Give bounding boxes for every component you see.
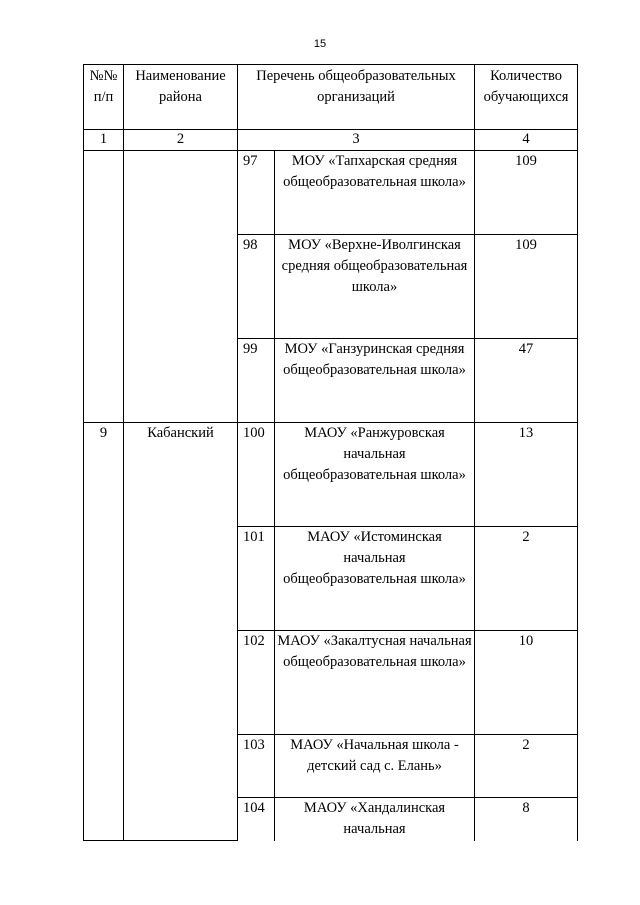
header-district: Наименование района [124,65,238,130]
org-number-cell: 97 [238,151,275,235]
org-name-cell: МОУ «Тапхарская средняя общеобразовательная школа» [275,151,475,235]
column-index-cell: 2 [124,130,238,151]
org-name-cell: МАОУ «Начальная школа - детский сад с. Елань» [275,735,475,798]
students-cell: 10 [475,631,578,735]
district-cell: Кабанский [124,423,238,841]
org-name-cell: МАОУ «Истоминская начальная общеобразовательная школа» [275,527,475,631]
column-index-cell: 4 [475,130,578,151]
column-index-row [84,130,578,151]
org-number-cell: 102 [238,631,275,735]
row-number-cell: 9 [84,423,124,841]
org-name-cell: МОУ «Верхне-Иволгинская средняя общеобразовательная школа» [275,235,475,339]
table-row [84,151,578,235]
org-number-cell: 100 [238,423,275,527]
org-name-cell: МАОУ «Хандалинская начальная [275,798,475,841]
header-num: №№ п/п [84,65,124,130]
org-number-cell: 101 [238,527,275,631]
students-cell: 47 [475,339,578,423]
row-number-cell [84,151,124,423]
column-index-cell: 1 [84,130,124,151]
org-number-cell: 103 [238,735,275,798]
column-index-cell: 3 [238,130,475,151]
table-header-row [84,65,578,130]
district-cell [124,151,238,423]
students-cell: 109 [475,151,578,235]
org-number-cell: 98 [238,235,275,339]
page-number: 15 [313,38,327,50]
students-cell: 2 [475,527,578,631]
org-name-cell: МАОУ «Закалтусная начальная общеобразовательная школа» [275,631,475,735]
org-name-cell: МАОУ «Ранжуровская начальная общеобразовательная школа» [275,423,475,527]
org-number-cell: 99 [238,339,275,423]
header-students: Количество обучающихся [475,65,578,130]
schools-table [83,64,578,841]
header-organizations: Перечень общеобразовательных организаций [238,65,475,130]
students-cell: 8 [475,798,578,841]
students-cell: 109 [475,235,578,339]
org-name-cell: МОУ «Ганзуринская средняя общеобразовательная школа» [275,339,475,423]
students-cell: 2 [475,735,578,798]
table-row [84,423,578,527]
org-number-cell: 104 [238,798,275,841]
students-cell: 13 [475,423,578,527]
